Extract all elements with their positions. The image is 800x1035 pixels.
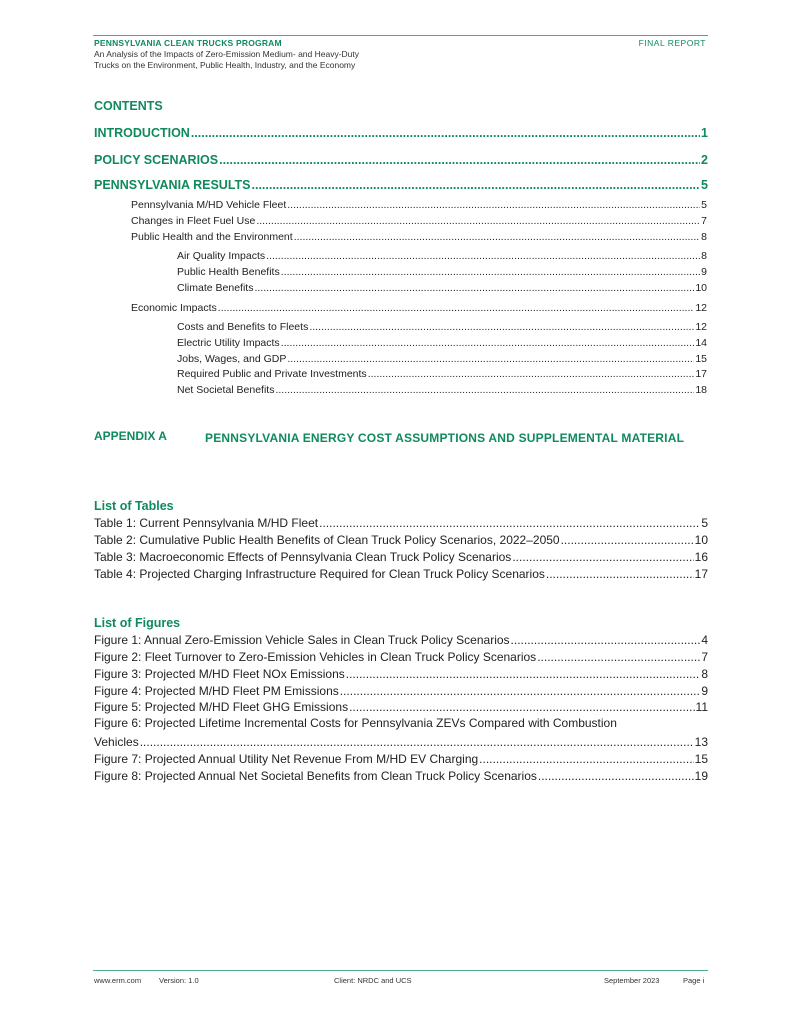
report-subtitle <box>94 49 359 71</box>
figure-list-item[interactable] <box>94 633 708 647</box>
toc-page: 14 <box>695 337 707 349</box>
figure-list-item[interactable] <box>94 700 708 714</box>
toc-page: 17 <box>695 368 707 380</box>
list-page: 9 <box>701 684 708 698</box>
list-page: 17 <box>694 567 708 581</box>
toc-leader <box>546 567 694 581</box>
toc-leader <box>191 126 700 140</box>
list-of-tables-title: List of Tables <box>94 499 174 513</box>
toc-leader <box>561 533 694 547</box>
toc-leader <box>349 700 694 714</box>
toc-leader <box>319 516 700 530</box>
toc-page: 9 <box>701 266 707 278</box>
figure-list-item[interactable] <box>94 684 708 698</box>
toc-label: Costs and Benefits to Fleets <box>177 321 309 333</box>
toc-entry-climate-benefits[interactable] <box>177 282 707 294</box>
footer-client: Client: NRDC and UCS <box>334 976 412 985</box>
toc-entry-public-health-benefits[interactable] <box>177 266 707 278</box>
toc-entry-costs-benefits-fleets[interactable] <box>177 321 707 333</box>
toc-leader <box>218 302 695 314</box>
toc-entry-electric-utility[interactable] <box>177 337 707 349</box>
list-page: 11 <box>695 700 708 714</box>
toc-label: Electric Utility Impacts <box>177 337 280 349</box>
list-label: Table 3: Macroeconomic Effects of Pennsylvania Clean Truck Policy Scenarios <box>94 550 512 564</box>
toc-page: 7 <box>701 215 707 227</box>
toc-label: Pennsylvania M/HD Vehicle Fleet <box>131 199 287 211</box>
list-of-figures-title: List of Figures <box>94 616 181 630</box>
list-label: Figure 2: Fleet Turnover to Zero-Emission Vehicles in Clean Truck Policy Scenarios <box>94 650 537 664</box>
list-label: Figure 5: Projected M/HD Fleet GHG Emissions <box>94 700 349 714</box>
list-page: 19 <box>694 769 708 783</box>
table-list-item[interactable] <box>94 550 708 564</box>
list-label: Figure 1: Annual Zero-Emission Vehicle Sales in Clean Truck Policy Scenarios <box>94 633 510 647</box>
list-label: Table 2: Cumulative Public Health Benefits of Clean Truck Policy Scenarios, 2022–2050 <box>94 533 560 547</box>
toc-entry-introduction[interactable] <box>94 126 708 140</box>
toc-label: Required Public and Private Investments <box>177 368 367 380</box>
toc-page: 1 <box>701 126 708 140</box>
toc-entry-investments[interactable] <box>177 368 707 380</box>
toc-leader <box>266 250 700 262</box>
toc-leader <box>537 650 700 664</box>
toc-leader <box>479 752 693 766</box>
toc-leader <box>512 550 693 564</box>
figure-list-item[interactable] <box>94 735 708 749</box>
list-label: Table 1: Current Pennsylvania M/HD Fleet <box>94 516 319 530</box>
toc-entry-fleet-fuel-use[interactable] <box>131 215 707 227</box>
list-page: 13 <box>694 735 708 749</box>
toc-label: Air Quality Impacts <box>177 250 266 262</box>
toc-leader <box>140 735 694 749</box>
footer-date: September 2023 <box>604 976 660 985</box>
list-page: 15 <box>694 752 708 766</box>
footer-page-number: Page i <box>683 976 705 985</box>
program-title: PENNSYLVANIA CLEAN TRUCKS PROGRAM <box>94 38 282 48</box>
toc-label: Climate Benefits <box>177 282 254 294</box>
toc-page: 15 <box>695 353 707 365</box>
toc-page: 8 <box>701 250 707 262</box>
figure-list-item[interactable] <box>94 752 708 766</box>
toc-leader <box>294 231 700 243</box>
toc-label: Changes in Fleet Fuel Use <box>131 215 256 227</box>
toc-label: Public Health Benefits <box>177 266 280 278</box>
toc-page: 5 <box>701 178 708 192</box>
appendix-title[interactable]: PENNSYLVANIA ENERGY COST ASSUMPTIONS AND SUPPLEMENTAL MATERIAL <box>205 431 685 445</box>
toc-label: INTRODUCTION <box>94 126 190 140</box>
toc-entry-net-societal-benefits[interactable] <box>177 384 707 396</box>
toc-leader <box>252 178 701 192</box>
table-list-item[interactable] <box>94 533 708 547</box>
contents-title: CONTENTS <box>94 99 163 113</box>
figure-list-item[interactable] <box>94 650 708 664</box>
toc-leader <box>254 282 694 294</box>
list-page: 4 <box>701 633 708 647</box>
toc-leader <box>309 321 694 333</box>
list-label: Figure 7: Projected Annual Utility Net Revenue From M/HD EV Charging <box>94 752 479 766</box>
list-label: Figure 8: Projected Annual Net Societal Benefits from Clean Truck Policy Scenarios <box>94 769 537 783</box>
table-list-item[interactable] <box>94 516 708 530</box>
toc-leader <box>340 684 701 698</box>
list-page: 5 <box>701 516 708 530</box>
list-page: 10 <box>694 533 708 547</box>
subtitle-line: Trucks on the Environment, Public Health, Industry, and the Economy <box>94 60 356 70</box>
list-page: 7 <box>701 650 708 664</box>
toc-leader <box>219 153 700 167</box>
toc-entry-public-health-environment[interactable] <box>131 231 707 243</box>
toc-page: 12 <box>695 302 707 314</box>
toc-page: 5 <box>701 199 707 211</box>
table-list-item[interactable] <box>94 567 708 581</box>
toc-leader <box>511 633 701 647</box>
toc-entry-jobs-wages-gdp[interactable] <box>177 353 707 365</box>
toc-label: Economic Impacts <box>131 302 217 314</box>
toc-label: POLICY SCENARIOS <box>94 153 219 167</box>
toc-page: 8 <box>701 231 707 243</box>
toc-page: 12 <box>695 321 707 333</box>
footer-version: Version: 1.0 <box>159 976 199 985</box>
toc-leader <box>287 199 700 211</box>
toc-leader <box>346 667 701 681</box>
figure-list-item[interactable] <box>94 667 708 681</box>
footer-website: www.erm.com <box>94 976 142 985</box>
list-label: Figure 4: Projected M/HD Fleet PM Emissions <box>94 684 339 698</box>
appendix-label: APPENDIX A <box>94 429 167 443</box>
toc-leader <box>538 769 694 783</box>
header-rule <box>93 35 708 36</box>
toc-page: 10 <box>695 282 707 294</box>
report-label: FINAL REPORT <box>638 38 706 48</box>
toc-leader <box>275 384 694 396</box>
toc-label: Jobs, Wages, and GDP <box>177 353 287 365</box>
toc-entry-pennsylvania-results[interactable] <box>94 178 708 192</box>
toc-entry-policy-scenarios[interactable] <box>94 153 708 167</box>
figure-list-item[interactable] <box>94 769 708 783</box>
toc-label: Net Societal Benefits <box>177 384 275 396</box>
toc-leader <box>281 337 695 349</box>
list-label: Table 4: Projected Charging Infrastructure Required for Clean Truck Policy Scenarios <box>94 567 545 581</box>
list-label: Figure 3: Projected M/HD Fleet NOx Emissions <box>94 667 345 681</box>
figure-list-item-first-line[interactable]: Figure 6: Projected Lifetime Incremental Costs for Pennsylvania ZEVs Compared with Combustion <box>94 716 617 730</box>
toc-entry-air-quality[interactable] <box>177 250 707 262</box>
toc-leader <box>281 266 700 278</box>
toc-entry-vehicle-fleet[interactable] <box>131 199 707 211</box>
subtitle-line: An Analysis of the Impacts of Zero-Emission Medium- and Heavy-Duty <box>94 49 360 59</box>
toc-label: PENNSYLVANIA RESULTS <box>94 178 251 192</box>
toc-label: Public Health and the Environment <box>131 231 293 243</box>
list-page: 8 <box>701 667 708 681</box>
list-label: Vehicles <box>94 735 139 749</box>
list-page: 16 <box>694 550 708 564</box>
toc-leader <box>256 215 700 227</box>
toc-page: 2 <box>701 153 708 167</box>
toc-leader <box>368 368 695 380</box>
toc-leader <box>287 353 694 365</box>
toc-entry-economic-impacts[interactable] <box>131 302 707 314</box>
toc-page: 18 <box>695 384 707 396</box>
footer-rule <box>93 970 708 971</box>
